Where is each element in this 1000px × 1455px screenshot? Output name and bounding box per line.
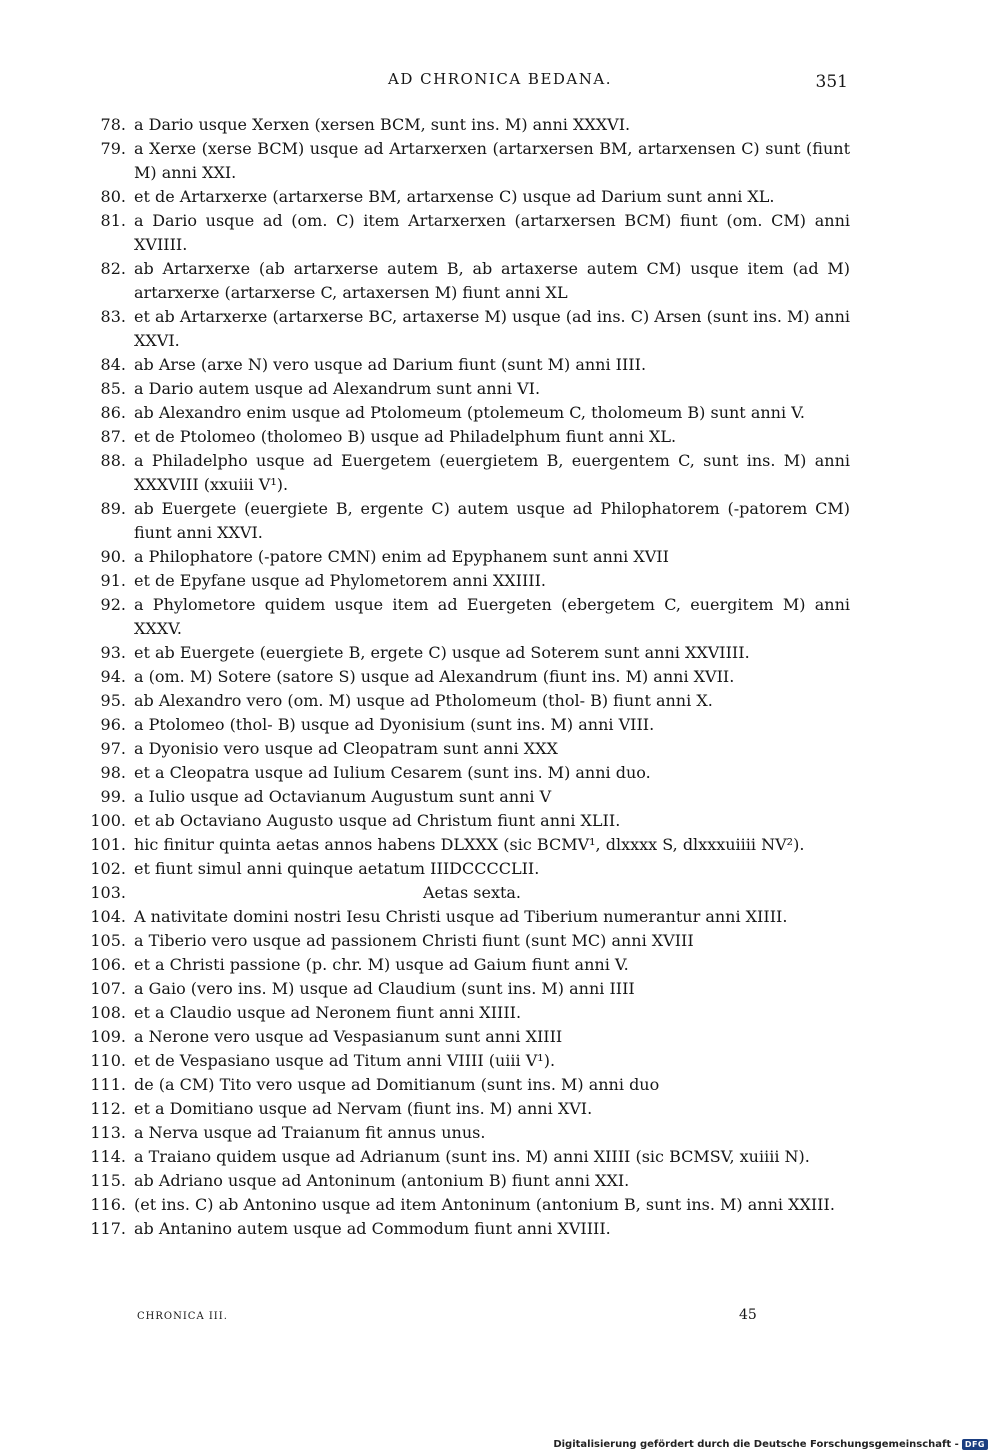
entry-text: a Dyonisio vero usque ad Cleopatram sunt anni XXX <box>134 739 558 758</box>
entry-line <box>90 857 850 881</box>
printer-signature: CHRONICA III. <box>137 1311 228 1322</box>
entry-text: et ab Artarxerxe (artarxerse BC, artaxerse M) usque (ad ins. C) Arsen (sunt ins. M) anni XXVI. <box>134 307 850 350</box>
entry-number: 82. <box>100 259 126 278</box>
entry-number: 92. <box>100 595 126 614</box>
entry-text: et de Artarxerxe (artarxerse BM, artarxense C) usque ad Darium sunt anni XL. <box>134 187 775 206</box>
entry-number: 93. <box>100 643 126 662</box>
entry-text: a Philadelpho usque ad Euergetem (euergietem B, euergentem C, sunt ins. M) anni XXXVIII (xxuiii V¹). <box>134 451 850 494</box>
entry-line <box>90 593 850 641</box>
entry-line <box>90 377 850 401</box>
entry-text: et ab Euergete (euergiete B, ergete C) usque ad Soterem sunt anni XXVIIII. <box>134 643 750 662</box>
entry-line <box>90 257 850 305</box>
entry-text: a Philophatore (-patore CMN) enim ad Epyphanem sunt anni XVII <box>134 547 669 566</box>
entry-number: 102. <box>90 859 126 878</box>
entry-number: 83. <box>100 307 126 326</box>
entry-number: 98. <box>100 763 126 782</box>
entry-line <box>90 401 850 425</box>
entry-text: ab Arse (arxe N) vero usque ad Darium fiunt (sunt M) anni IIII. <box>134 355 647 374</box>
entry-line <box>90 809 850 833</box>
dfg-logo-icon: DFG <box>962 1439 988 1450</box>
entry-text: et a Cleopatra usque ad Iulium Cesarem (sunt ins. M) anni duo. <box>134 763 651 782</box>
entry-line <box>90 185 850 209</box>
entry-number: 110. <box>90 1051 126 1070</box>
entry-line <box>90 1001 850 1025</box>
entry-number: 78. <box>100 115 126 134</box>
entry-line <box>90 665 850 689</box>
digitization-credit <box>553 1436 988 1452</box>
entry-text: a Dario autem usque ad Alexandrum sunt anni VI. <box>134 379 541 398</box>
entry-number: 94. <box>100 667 126 686</box>
entry-text: hic finitur quinta aetas annos habens DLXXX (sic BCMV¹, dlxxxx S, dlxxxuiiii NV²). <box>134 835 805 854</box>
entry-line <box>90 929 850 953</box>
entry-text: et de Vespasiano usque ad Titum anni VIIII (uiii V¹). <box>134 1051 556 1070</box>
entry-line <box>90 785 850 809</box>
entry-line <box>90 833 850 857</box>
entry-text: (et ins. C) ab Antonino usque ad item Antoninum (antonium B, sunt ins. M) anni XXIII. <box>134 1195 835 1214</box>
entry-text: a Xerxe (xerse BCM) usque ad Artarxerxen (artarxersen BM, artarxensen C) sunt (fiunt M) anni XXI. <box>134 139 850 182</box>
entry-line <box>90 905 850 929</box>
entry-number: 84. <box>100 355 126 374</box>
entry-line <box>90 353 850 377</box>
entry-text: et de Ptolomeo (tholomeo B) usque ad Philadelphum fiunt anni XL. <box>134 427 677 446</box>
entry-number: 95. <box>100 691 126 710</box>
entry-line <box>90 209 850 257</box>
entry-number: 115. <box>90 1171 126 1190</box>
entry-text: et a Domitiano usque ad Nervam (fiunt ins. M) anni XVI. <box>134 1099 593 1118</box>
entry-line <box>90 305 850 353</box>
entry-text: a Gaio (vero ins. M) usque ad Claudium (sunt ins. M) anni IIII <box>134 979 635 998</box>
entry-number: 104. <box>90 907 126 926</box>
entry-line <box>90 1121 850 1145</box>
entry-text: a Nerva usque ad Traianum fit annus unus. <box>134 1123 486 1142</box>
entry-number: 106. <box>90 955 126 974</box>
entry-line <box>90 737 850 761</box>
entry-number: 86. <box>100 403 126 422</box>
entry-number: 112. <box>90 1099 126 1118</box>
entry-line <box>90 569 850 593</box>
entry-line <box>90 1145 850 1169</box>
entry-number: 79. <box>100 139 126 158</box>
entry-line <box>90 1217 850 1241</box>
entry-line <box>90 1025 850 1049</box>
entry-number: 101. <box>90 835 126 854</box>
entry-number: 80. <box>100 187 126 206</box>
entry-text: ab Alexandro vero (om. M) usque ad Ptholomeum (thol- B) fiunt anni X. <box>134 691 713 710</box>
entry-text: a Iulio usque ad Octavianum Augustum sunt anni V <box>134 787 552 806</box>
entry-text: ab Antanino autem usque ad Commodum fiunt anni XVIIII. <box>134 1219 611 1238</box>
entry-text: et a Christi passione (p. chr. M) usque ad Gaium fiunt anni V. <box>134 955 629 974</box>
entry-text: de (a CM) Tito vero usque ad Domitianum (sunt ins. M) anni duo <box>134 1075 660 1094</box>
entry-line <box>90 953 850 977</box>
running-title: AD CHRONICA BEDANA. <box>388 70 612 88</box>
entry-text: a Dario usque Xerxen (xersen BCM, sunt ins. M) anni XXXVI. <box>134 115 631 134</box>
entry-text: Aetas sexta. <box>422 883 522 902</box>
entry-number: 81. <box>100 211 126 230</box>
entry-number: 88. <box>100 451 126 470</box>
entry-number: 116. <box>90 1195 126 1214</box>
entry-line <box>90 977 850 1001</box>
entry-number: 107. <box>90 979 126 998</box>
entry-line <box>90 497 850 545</box>
entry-line <box>90 641 850 665</box>
entry-text: ab Artarxerxe (ab artarxerse autem B, ab artaxerse autem CM) usque item (ad M) artarxerxe (artarxerse C, artaxersen M) fiunt anni XL <box>134 259 850 302</box>
entry-number: 90. <box>100 547 126 566</box>
entry-number: 113. <box>90 1123 126 1142</box>
entry-number: 109. <box>90 1027 126 1046</box>
entry-line <box>90 113 850 137</box>
entry-text: a Dario usque ad (om. C) item Artarxerxen (artarxersen BCM) fiunt (om. CM) anni XVIIII. <box>134 211 850 254</box>
credit-text: Digitalisierung gefördert durch die Deutsche Forschungsgemeinschaft - <box>553 1438 959 1450</box>
entry-number: 96. <box>100 715 126 734</box>
entry-text: a Traiano quidem usque ad Adrianum (sunt ins. M) anni XIIII (sic BCMSV, xuiiii N). <box>134 1147 810 1166</box>
entry-number: 114. <box>90 1147 126 1166</box>
entry-text: a Phylometore quidem usque item ad Euergeten (ebergetem C, euergitem M) anni XXXV. <box>134 595 850 638</box>
entry-number: 85. <box>100 379 126 398</box>
entry-line <box>90 713 850 737</box>
entry-line <box>90 1049 850 1073</box>
entry-text: ab Euergete (euergiete B, ergente C) autem usque ad Philophatorem (-patorem CM) fiunt anni XXVI. <box>134 499 850 542</box>
entry-line <box>90 449 850 497</box>
entry-text: ab Alexandro enim usque ad Ptolomeum (ptolemeum C, tholomeum B) sunt anni V. <box>134 403 806 422</box>
entry-text: a Ptolomeo (thol- B) usque ad Dyonisium (sunt ins. M) anni VIII. <box>134 715 655 734</box>
entry-line <box>90 1169 850 1193</box>
entry-text: a Nerone vero usque ad Vespasianum sunt anni XIIII <box>134 1027 563 1046</box>
entry-number: 99. <box>100 787 126 806</box>
entry-line <box>90 425 850 449</box>
entry-line <box>90 545 850 569</box>
entry-number: 108. <box>90 1003 126 1022</box>
entry-number: 103. <box>90 883 126 902</box>
entry-line <box>90 1073 850 1097</box>
entry-number: 111. <box>90 1075 126 1094</box>
entry-text: et fiunt simul anni quinque aetatum IIIDCCCCLII. <box>134 859 540 878</box>
entry-number: 97. <box>100 739 126 758</box>
entry-number: 105. <box>90 931 126 950</box>
entry-number: 91. <box>100 571 126 590</box>
page-number: 351 <box>815 72 848 92</box>
entry-number: 87. <box>100 427 126 446</box>
entry-line <box>90 1193 850 1217</box>
entry-number: 117. <box>90 1219 126 1238</box>
page-footer <box>0 1307 1000 1329</box>
entry-line <box>90 1097 850 1121</box>
page-header <box>0 70 1000 96</box>
entry-number: 89. <box>100 499 126 518</box>
entry-line <box>90 689 850 713</box>
entry-line <box>90 137 850 185</box>
sheet-number: 45 <box>739 1307 757 1323</box>
chronicle-entries <box>90 113 850 1241</box>
entry-number: 100. <box>90 811 126 830</box>
entry-text: et ab Octaviano Augusto usque ad Christum fiunt anni XLII. <box>134 811 621 830</box>
entry-line <box>90 761 850 785</box>
entry-text: ab Adriano usque ad Antoninum (antonium B) fiunt anni XXI. <box>134 1171 630 1190</box>
entry-text: a Tiberio vero usque ad passionem Christi fiunt (sunt MC) anni XVIII <box>134 931 694 950</box>
entry-text: A nativitate domini nostri Iesu Christi usque ad Tiberium numerantur anni XIIII. <box>134 907 788 926</box>
entry-text: a (om. M) Sotere (satore S) usque ad Alexandrum (fiunt ins. M) anni XVII. <box>134 667 735 686</box>
entry-text: et a Claudio usque ad Neronem fiunt anni XIIII. <box>134 1003 522 1022</box>
entry-line <box>90 881 850 905</box>
entry-text: et de Epyfane usque ad Phylometorem anni XXIIII. <box>134 571 546 590</box>
